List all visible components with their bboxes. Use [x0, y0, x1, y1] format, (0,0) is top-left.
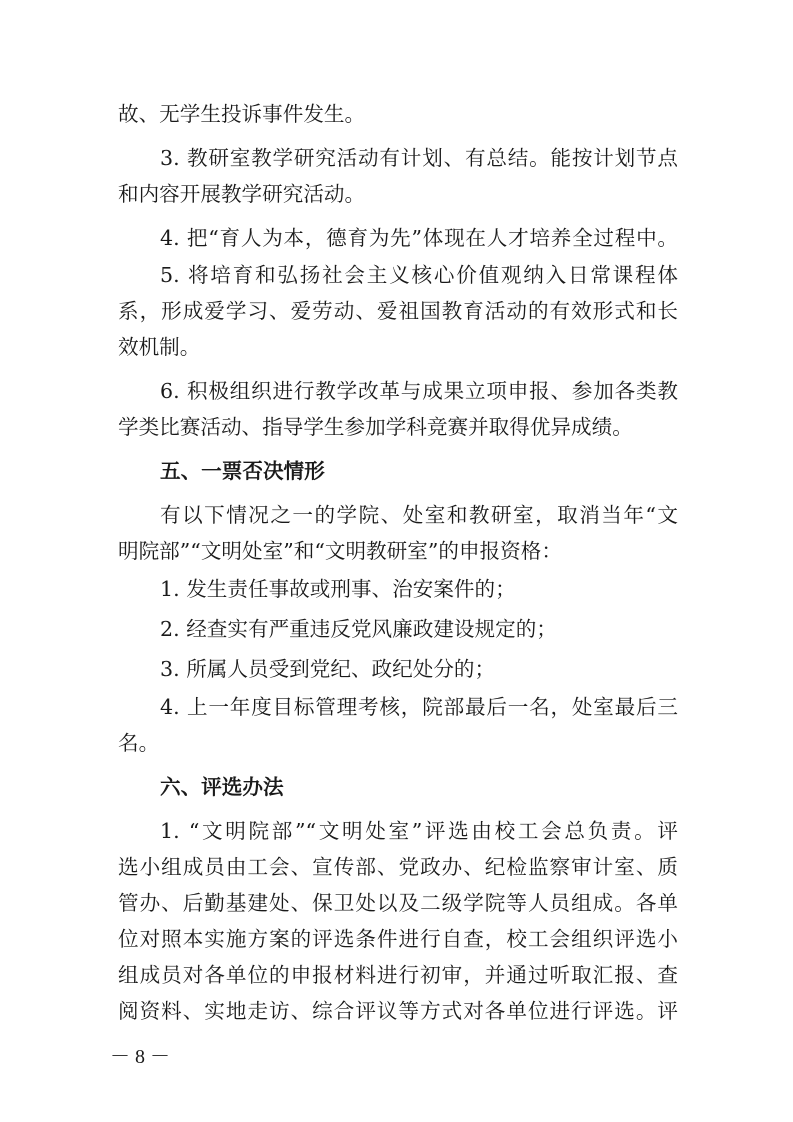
text-line: 组成员对各单位的申报材料进行初审，并通过听取汇报、查	[118, 963, 678, 987]
section-heading-selection: 六、评选办法	[160, 775, 284, 799]
list-item: 1. 发生责任事故或刑事、治安案件的；	[160, 577, 516, 601]
page-number: － 8 －	[110, 1046, 170, 1068]
list-item: 名。	[118, 731, 160, 755]
text-line: 6. 积极组织进行教学改革与成果立项申报、参加各类教	[160, 379, 678, 403]
list-item: 4. 上一年度目标管理考核，院部最后一名，处室最后三	[160, 695, 678, 719]
section-heading-veto: 五、一票否决情形	[160, 459, 325, 483]
text-line: 3. 教研室教学研究活动有计划、有总结。能按计划节点	[160, 146, 678, 170]
text-line: 学类比赛活动、指导学生参加学科竞赛并取得优异成绩。	[118, 415, 633, 439]
text-line: 管办、后勤基建处、保卫处以及二级学院等人员组成。各单	[118, 891, 678, 915]
text-line: 4. 把“育人为本，德育为先”体现在人才培养全过程中。	[160, 226, 678, 250]
text-line: 5. 将培育和弘扬社会主义核心价值观纳入日常课程体	[160, 263, 678, 287]
text-line: 有以下情况之一的学院、处室和教研室，取消当年“文	[160, 503, 678, 527]
text-line: 明院部”“文明处室”和“文明教研室”的申报资格：	[118, 539, 562, 563]
list-item: 2. 经查实有严重违反党风廉政建设规定的；	[160, 617, 557, 641]
text-line: 故、无学生投诉事件发生。	[118, 102, 366, 126]
text-line: 位对照本实施方案的评选条件进行自查，校工会组织评选小	[118, 927, 678, 951]
text-line: 1. “文明院部”“文明处室”评选由校工会总负责。评	[160, 819, 678, 843]
list-item: 3. 所属人员受到党纪、政纪处分的；	[160, 657, 496, 681]
text-line: 和内容开展教学研究活动。	[118, 182, 366, 206]
text-line: 效机制。	[118, 335, 201, 359]
text-line: 系，形成爱学习、爱劳动、爱祖国教育活动的有效形式和长	[118, 299, 678, 323]
text-line: 选小组成员由工会、宣传部、党政办、纪检监察审计室、质	[118, 855, 678, 879]
text-line: 阅资料、实地走访、综合评议等方式对各单位进行评选。评	[118, 999, 678, 1023]
